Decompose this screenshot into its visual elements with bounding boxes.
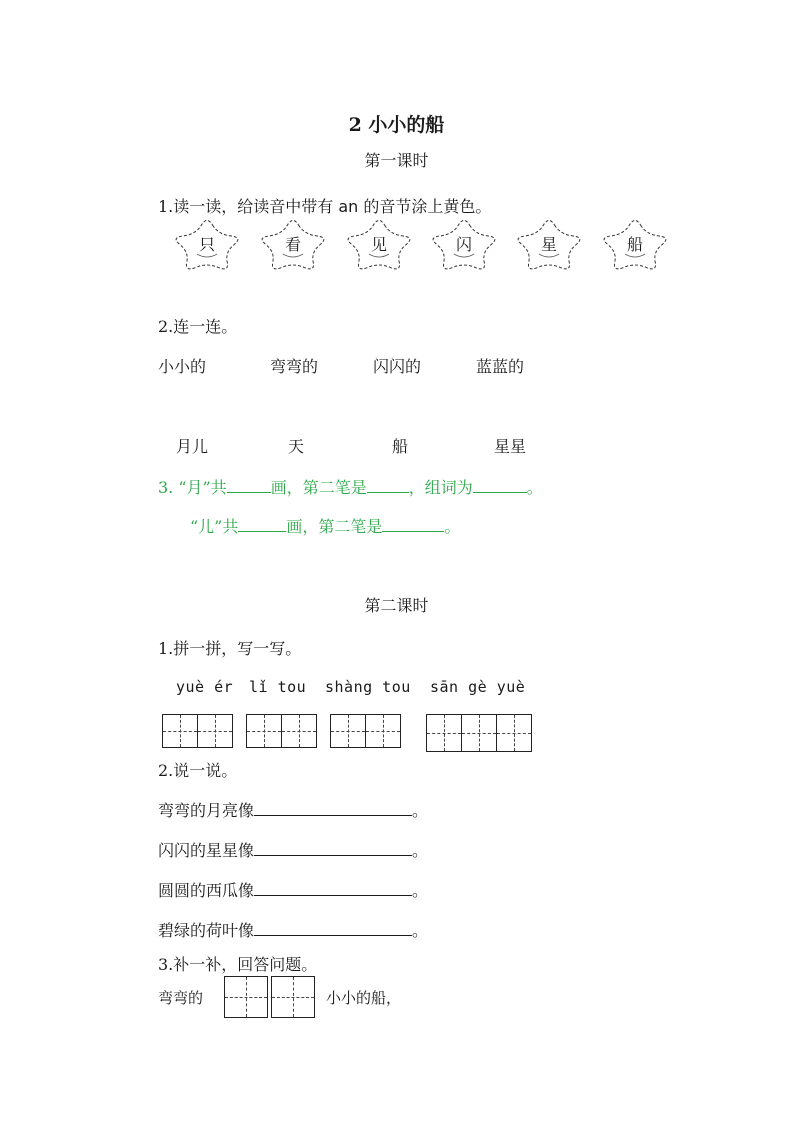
q3-line1-part-d: 。 [526, 478, 543, 497]
star-char: 闪 [455, 235, 472, 254]
writing-cell[interactable] [330, 714, 366, 748]
simile-prompt: 闪闪的星星像 [158, 841, 255, 860]
fill-grid [224, 976, 314, 1018]
q3-line1-part-b: 画，第二笔是 [270, 478, 367, 497]
bottom-word-1[interactable]: 月儿 [176, 437, 209, 456]
bottom-word-4[interactable]: 星星 [494, 437, 527, 456]
star-char: 看 [284, 235, 301, 254]
simile-line-2 [158, 838, 428, 861]
fill-before-text: 弯弯的 [158, 989, 204, 1007]
writing-cell[interactable] [197, 714, 233, 748]
page-title: 2 小小的船 [348, 114, 445, 136]
stroke-count-blank-yue[interactable] [227, 478, 271, 493]
writing-cell[interactable] [496, 714, 532, 752]
stroke-count-blank-er[interactable] [238, 517, 286, 532]
writing-grid-2 [246, 714, 316, 748]
star-char: 见 [370, 235, 387, 254]
writing-cell[interactable] [162, 714, 198, 748]
pinyin-3: shàng tou [325, 678, 411, 696]
fill-cell[interactable] [271, 976, 315, 1018]
star-char: 星 [540, 235, 557, 254]
star-syllable[interactable] [342, 214, 416, 276]
star-syllable[interactable] [512, 214, 586, 276]
fill-cell[interactable] [224, 976, 268, 1018]
pinyin-4: sān gè yuè [430, 678, 526, 696]
star-syllable[interactable] [170, 214, 244, 276]
top-word-2[interactable]: 弯弯的 [270, 357, 319, 376]
simile-prompt: 弯弯的月亮像 [158, 801, 255, 820]
simile-blank[interactable] [254, 801, 412, 816]
fill-after-text: 小小的船， [326, 989, 402, 1007]
writing-cell[interactable] [246, 714, 282, 748]
writing-grid-3 [330, 714, 400, 748]
simile-prompt: 圆圆的西瓜像 [158, 881, 255, 900]
l1-q1-prefix: 1.读一读，给读音中带有 [158, 197, 339, 216]
top-word-1[interactable]: 小小的 [158, 357, 207, 376]
star-char: 只 [198, 235, 215, 254]
star-syllable[interactable] [598, 214, 672, 276]
period: 。 [412, 881, 429, 900]
pinyin-1: yuè ér [176, 678, 234, 696]
l1-q3-line2 [190, 514, 460, 537]
q3-line1-part-c: ，组词为 [408, 478, 473, 497]
q3-line1-part-a: 3. “月”共 [158, 478, 227, 497]
l2-q1-label: 1.拼一拼，写一写。 [158, 639, 302, 658]
l1-q3-line1 [158, 475, 543, 498]
l1-q2-label: 2.连一连。 [158, 317, 238, 336]
l1-q1-suffix: 的音节涂上黄色。 [358, 197, 492, 216]
second-stroke-blank-er[interactable] [382, 517, 444, 532]
writing-cell[interactable] [461, 714, 497, 752]
word-blank-yue[interactable] [473, 478, 527, 493]
writing-grid-4 [426, 714, 531, 752]
writing-cell[interactable] [281, 714, 317, 748]
lesson2-heading: 第二课时 [364, 596, 429, 615]
period: 。 [412, 921, 429, 940]
lesson1-heading: 第一课时 [364, 151, 429, 170]
simile-line-3 [158, 878, 428, 901]
writing-cell[interactable] [365, 714, 401, 748]
period: 。 [412, 801, 429, 820]
q3-line2-part-a: “儿”共 [190, 517, 239, 536]
writing-grid-1 [162, 714, 232, 748]
second-stroke-blank-yue[interactable] [367, 478, 409, 493]
l2-q3-label: 3.补一补，回答问题。 [158, 955, 318, 974]
simile-blank[interactable] [254, 921, 412, 936]
star-syllable[interactable] [256, 214, 330, 276]
simile-line-4 [158, 918, 428, 941]
period: 。 [412, 841, 429, 860]
writing-cell[interactable] [426, 714, 462, 752]
bottom-word-2[interactable]: 天 [288, 437, 305, 456]
star-syllable[interactable] [427, 214, 501, 276]
star-char: 船 [626, 235, 643, 254]
q3-line2-part-b: 画，第二笔是 [286, 517, 383, 536]
pinyin-2: lǐ tou [249, 678, 307, 696]
top-word-4[interactable]: 蓝蓝的 [476, 357, 525, 376]
simile-line-1 [158, 798, 428, 821]
q3-line2-part-c: 。 [444, 517, 461, 536]
bottom-word-3[interactable]: 船 [392, 437, 409, 456]
simile-blank[interactable] [254, 841, 412, 856]
l1-q1-an: an [338, 197, 359, 216]
l2-q2-label: 2.说一说。 [158, 761, 238, 780]
simile-blank[interactable] [254, 881, 412, 896]
simile-prompt: 碧绿的荷叶像 [158, 921, 255, 940]
top-word-3[interactable]: 闪闪的 [373, 357, 422, 376]
